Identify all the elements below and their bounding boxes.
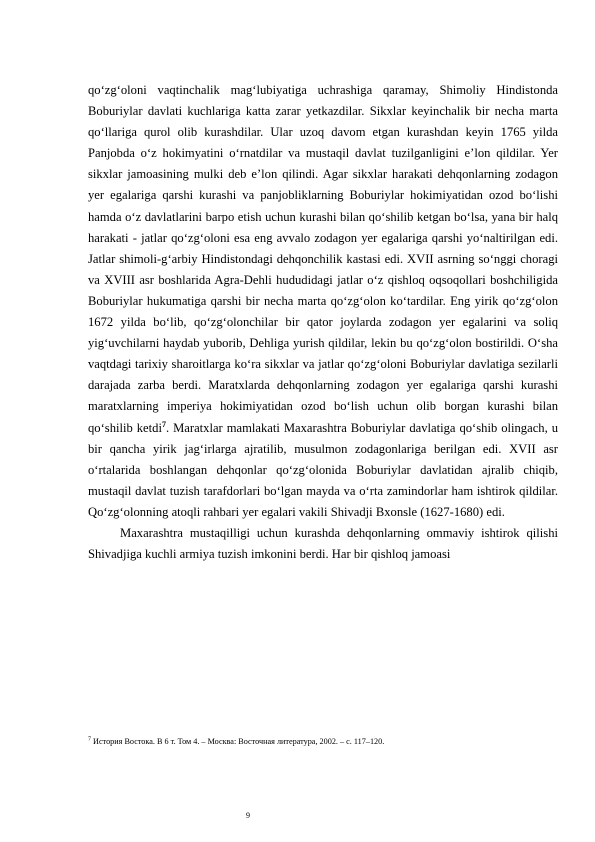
footnote-reference[interactable]: 7 [161, 419, 166, 429]
page-number: 9 [246, 811, 250, 820]
main-text [88, 80, 558, 565]
footnote [88, 736, 558, 747]
paragraph-2: Maxarashtra mustaqilligi uchun kurashda dehqonlarning ommaviy ishtirok qilishi Shivadjiga kuchli armiya tuzish imkonini berdi. Har bir qishloq jamoasi [88, 525, 558, 562]
footnote-text: История Востока. В 6 т. Том 4. – Москва: Восточная литература, 2002. – с. 117–120. [91, 737, 385, 746]
paragraph-1-text-after-note: . Maratxlar mamlakati Maxarashtra Boburiylar davlatiga qo‘shib olingach, u bir qancha yirik jag‘irlarga ajratilib, musulmon zodagonlariga berilgan edi. XVII asr o‘rtalarida boshlangan dehqonlar qo‘zg‘olonida Boburiylar davlatidan ajralib chiqib, mustaqil davlat tuzish tarafdorlari bo‘lgan mayda va o‘rta zamindorlar ham ishtirok qildilar. Qo‘zg‘olonning atoqli rahbari yer egalari vakili Shivadji Bxonsle (1627-1680) edi. [88, 420, 559, 519]
paragraph-continued [88, 80, 558, 523]
footnote-number: 7 [88, 736, 91, 743]
paragraph-1-text-before-note: qo‘zg‘oloni vaqtinchalik mag‘lubiyatiga uchrashiga qaramay, Shimoliy Hindistonda Boburiylar davlati kuchlariga katta zarar yetkazdilar. Sikxlar keyinchalik bir necha marta qo‘llariga qurol olib kurashdilar. Ular uzoq davom etgan kurashdan keyin 1765 yilda Panjobda o‘z hokimyatini o‘rnatdilar va mustaqil davlat tuzilganligini e’lon qildilar. Yer sikxlar jamoasining mulki deb e’lon qilindi. Agar sikxlar harakati dehqonlarning zodagon yer egalariga qarshi kurashi va panjobliklarning Boburiylar hokimiyatidan ozod bo‘lishi hamda o‘z davlatlarini barpo etish uchun kurashi bilan qo‘shilib ketgan bo‘lsa, yana bir halq harakati - jatlar qo‘zg‘oloni esa eng avvalo zodagon yer egalariga qarshi yo‘naltirilgan edi. Jatlar shimoli-g‘arbiy Hindistondagi dehqonchilik kastasi edi. XVII asrning so‘nggi choragi va XVIII asr boshlarida Agra-Dehli hududidagi jatlar o‘z qishloq oqsoqollari boshchiligida Boburiylar hukumatiga qarshi bir necha marta qo‘zg‘olon ko‘tardilar. Eng yirik qo‘zg‘olon 1672 yilda bo‘lib, qo‘zg‘olonchilar bir qator joylarda zodagon yer egalarini va soliq yig‘uvchilarni haydab yuborib, Dehliga yurish qildilar, lekin bu qo‘zg‘olon bostirildi. O‘sha vaqtdagi tarixiy sharoitlarga ko‘ra sikxlar va jatlar qo‘zg‘oloni Boburiylar davlatiga sezilarli darajada zarba berdi. Maratxlarda dehqonlarning zodagon yer egalariga qarshi kurashi maratxlarning imperiya hokimiyatidan ozod bo‘lish uchun olib borgan kurashi bilan qo‘shilib ketdi [88, 83, 558, 435]
